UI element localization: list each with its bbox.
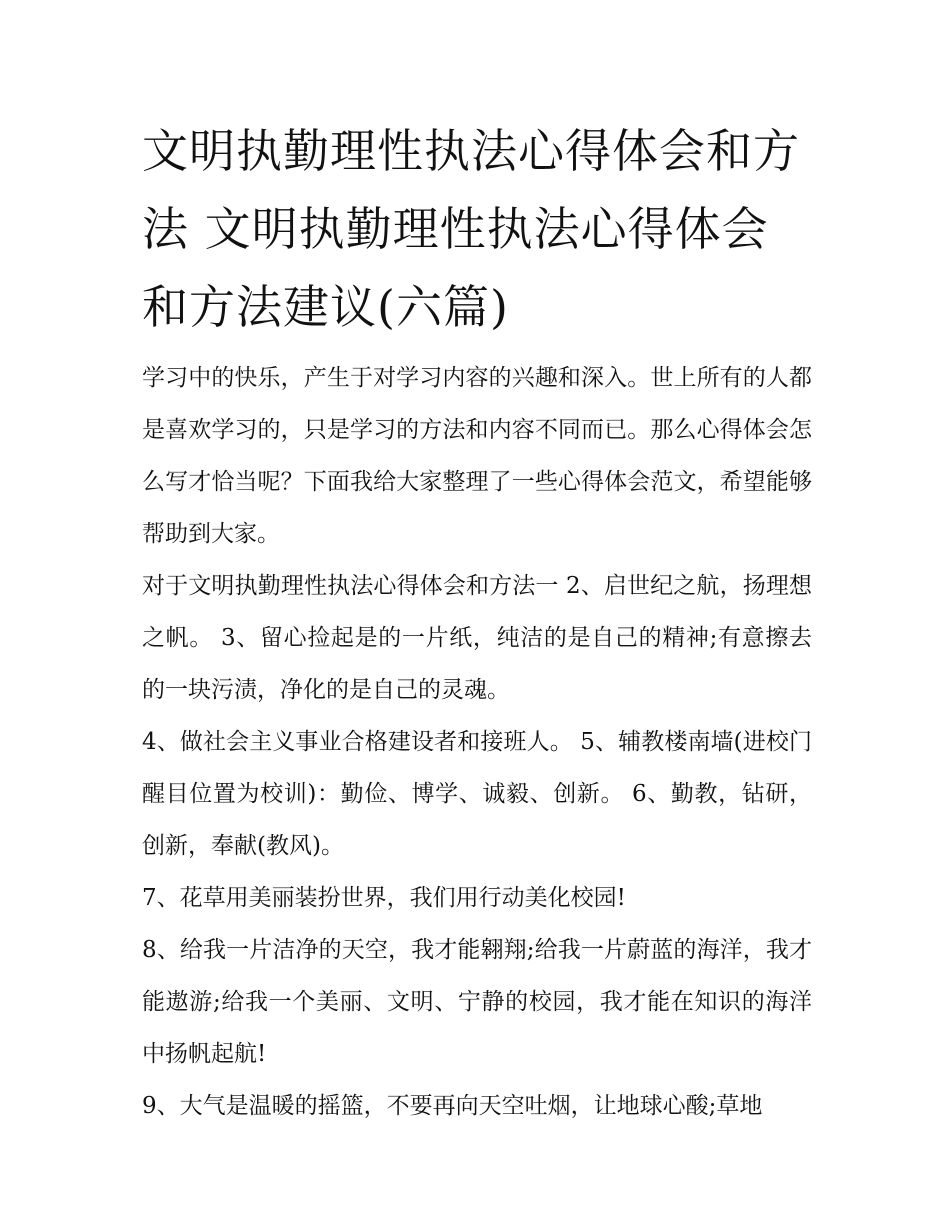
paragraph-item-8: 8、给我一片洁净的天空，我才能翱翔;给我一片蔚蓝的海洋，我才能遨游;给我一个美丽、文明、宁静的校园，我才能在知识的海洋中扬帆起航! [142, 937, 812, 1067]
document-body [142, 112, 812, 1132]
paragraph-item-7: 7、花草用美丽装扮世界，我们用行动美化校园! [142, 885, 626, 911]
paragraph-item-4-6: 4、做社会主义事业合格建设者和接班人。 5、辅教楼南墙(进校门醒目位置为校训)：勤俭、博学、诚毅、创新。 6、勤教，钻研，创新，奉献(教风)。 [142, 729, 812, 859]
paragraph-item-2-3: 对于文明执勤理性执法心得体会和方法一 2、启世纪之航，扬理想之帆。 3、留心捡起是的一片纸，纯洁的是自己的精神;有意擦去的一块污渍，净化的是自己的灵魂。 [142, 573, 812, 703]
paragraph-intro: 学习中的快乐，产生于对学习内容的兴趣和深入。世上所有的人都是喜欢学习的，只是学习的方法和内容不同而已。那么心得体会怎么写才恰当呢？下面我给大家整理了一些心得体会范文，希望能够帮助到大家。 [142, 365, 812, 547]
document-title: 文明执勤理性执法心得体会和方法 文明执勤理性执法心得体会和方法建议(六篇) [142, 124, 800, 334]
paragraph-item-9: 9、大气是温暖的摇篮，不要再向天空吐烟，让地球心酸;草地 [142, 1093, 763, 1119]
